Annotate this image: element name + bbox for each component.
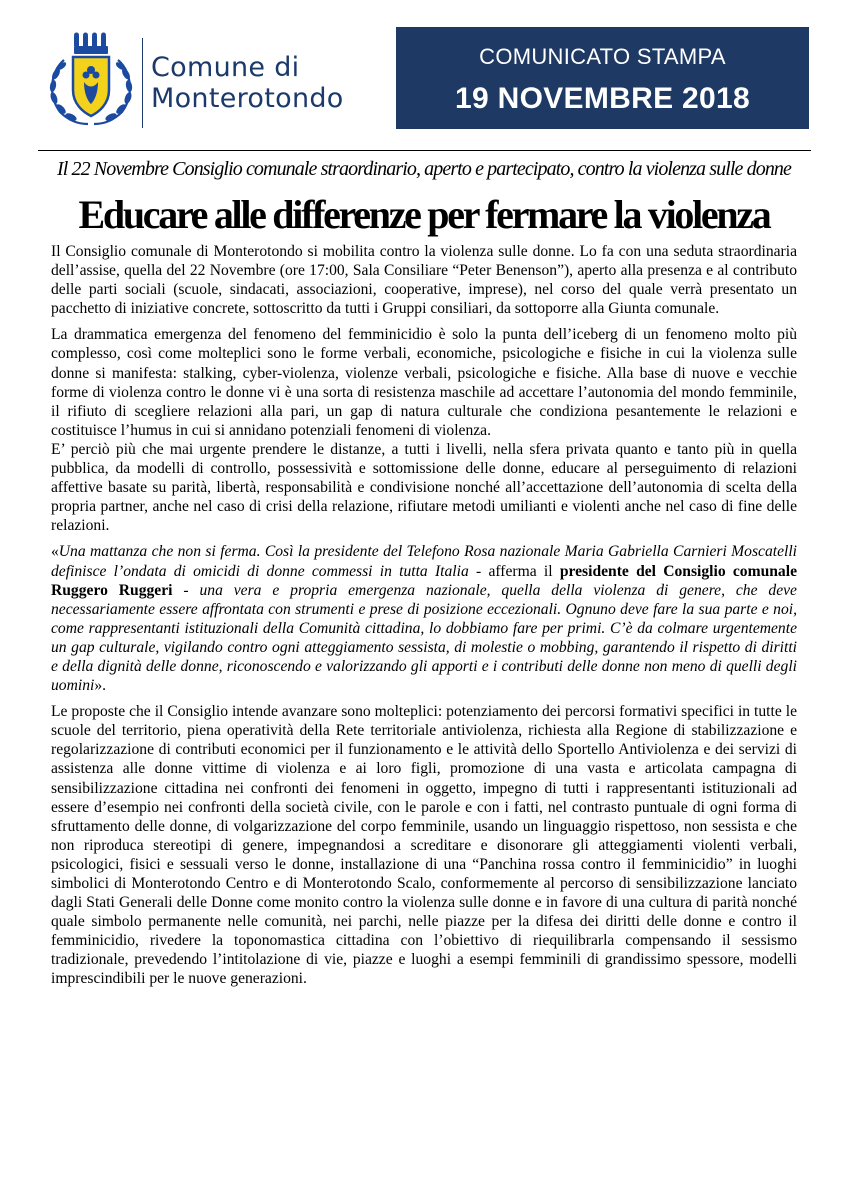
- municipality-name-line2: Monterotondo: [151, 83, 344, 114]
- paragraph-4-quote: [51, 542, 797, 695]
- paragraph-1: Il Consiglio comunale di Monterotondo si mobilita contro la violenza sulle donne. Lo fa con una seduta straordinaria dell’assise, quella del 22 Novembre (ore 17:00, Sala Consiliare “Peter Benenson”), aperto alla presenza e al contributo delle parti sociali (scuole, sindacati, associazioni, cooperative, imprese), nel corso del quale verrà presentato un pacchetto di iniziative concrete, sottoscritto da tutti i Gruppi consiliari, da sottoporre alla Giunta comunale.: [51, 243, 797, 318]
- quote-open-mark: «: [51, 543, 59, 561]
- press-release-date: 19 NOVEMBRE 2018: [455, 82, 750, 115]
- press-release-label: COMUNICATO STAMPA: [479, 44, 726, 69]
- article-subtitle: Il 22 Novembre Consiglio comunale straordinario, aperto e partecipato, contro la violenza sulle donne: [56, 158, 791, 180]
- paragraph-5: Le proposte che il Consiglio intende avanzare sono molteplici: potenziamento dei percorsi formativi specifici in tutte le scuole del territorio, piena operatività della Rete territoriale antiviolenza, richiesta alla Regione di stabilizzazione e regolarizzazione di contributi economici per il funzionamento e le attività dello Sportello Antiviolenza e dei servizi di assistenza alle donne vittime di violenza e ai loro figli, promozione di una vasta e articolata campagna di sensibilizzazione cittadina nei confronti dei fenomeni in oggetto, impegno di tutti i rappresentanti istituzionali ad essere d’esempio nei confronti della società civile, con le parole e con i fatti, nel contrasto puntuale di ogni forma di sfruttamento delle donne, di volgarizzazione del corpo femminile, usando un linguaggio rispettoso, non sessista e che non riproduca stereotipi di genere, impegnandosi a screditare e disonorare gli atteggiamenti violenti verbali, psicologici, fisici e sessuali verso le donne, installazione di una “Panchina rossa contro il femminicidio” in luoghi simbolici di Monterotondo Centro e di Monterotondo Scalo, conformemente al percorso di sensibilizzazione lanciato dagli Stati Generali delle Donne come monito contro la violenza sulle donne e in favore di una cultura di parità nonché quale simbolo permanente nelle comunità, nei parchi, nelle piazze per la difesa dei diritti delle donne e contro il femminicidio, rivedere la toponomastica cittadina con l’obiettivo di riequilibrarla compensando il sessismo tradizionale, prevedendo l’intitolazione di vie, piazze e luoghi a esempi femminili di grandissimo spessore, modelli imprescindibili per le nuove generazioni.: [51, 703, 797, 988]
- quote-part-2: una vera e propria emergenza nazionale, quella della violenza di genere, che deve necessariamente essere affrontata con strumenti e prese di posizione eccezionali. Ognuno deve fare la sua parte e noi, come rappresentanti istituzionali della Comunità cittadina, lo dobbiamo fare per primi. C’è da colmare urgentemente un gap culturale, vigilando contro ogni atteggiamento sessista, di molestie o mobbing, garantendo il rispetto di diritti e della dignità delle donne, riconoscendo e valorizzando gli apporti e i contributi delle donne non meno di quelli degli uomini: [51, 581, 797, 695]
- press-release-banner: [396, 27, 809, 129]
- article-body: [51, 242, 797, 996]
- paragraph-2: La drammatica emergenza del fenomeno del femminicidio è solo la punta dell’iceberg di un fenomeno molto più complesso, così come molteplici sono le forme verbali, economiche, psicologiche e fisiche in cui la violenza sulle donne si manifesta: stalking, cyber-violenza, violenze verbali, psicologiche e fisiche. Alla base di nuove e vecchie forme di violenza contro le donne vi è una sorta di resistenza maschile ad accettare l’autonomia del mondo femminile, il rifiuto di scegliere relazioni alla pari, un gap di natura culturale che condiziona pesantemente le relazioni e costituisce l’humus in cui si annidano potenziali fenomeni di violenza.: [51, 326, 797, 439]
- municipality-name-line1: Comune di: [151, 52, 300, 83]
- paragraph-3: E’ perciò più che mai urgente prendere le distanze, a tutti i livelli, nella sfera privata quanto e tanto più in quella pubblica, da modelli di controllo, possessività e sottomissione delle donne, educare al perseguimento di relazioni affettive basate su parità, libertà, responsabilità e condivisione nonché all’accettazione dell’autonomia di scelta della propria partner, anche nel caso di crisi della relazione, rifiutare metodi umilianti e violenti anche nel caso di fine delle relazioni.: [51, 440, 797, 535]
- header-rule: [38, 150, 811, 151]
- header-divider: [142, 38, 143, 128]
- article-title: Educare alle differenze per fermare la violenza: [78, 192, 770, 237]
- letterhead: [0, 0, 848, 150]
- quote-attribution: - afferma il: [468, 562, 560, 580]
- municipality-name: [151, 52, 344, 114]
- speaker-name: presidente del Consiglio comunale Ruggero Ruggeri: [51, 562, 797, 599]
- crest-icon: [44, 30, 138, 128]
- quote-part-1: Una mattanza che non si ferma. Così la presidente del Telefono Rosa nazionale Maria Gabriella Carnieri Moscatelli definisce l’ondata di omicidi di donne commessi in tutta Italia: [51, 543, 797, 580]
- quote-close-mark: ».: [94, 677, 107, 695]
- quote-dash: -: [172, 581, 200, 599]
